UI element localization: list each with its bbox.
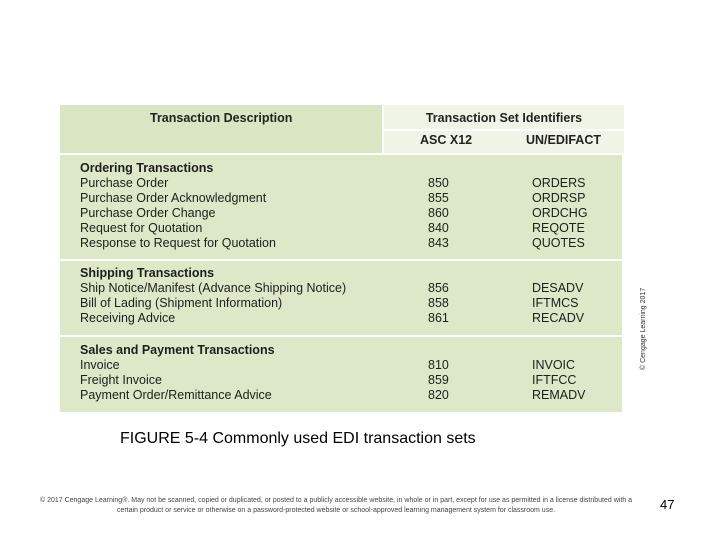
row-asc: 860 <box>428 206 449 220</box>
row-desc: Purchase Order Acknowledgment <box>80 191 267 205</box>
header-identifiers-cell <box>382 105 624 153</box>
row-desc: Freight Invoice <box>80 373 162 387</box>
header-description-cell <box>60 105 382 153</box>
row-desc: Payment Order/Remittance Advice <box>80 388 272 402</box>
row-desc: Request for Quotation <box>80 221 203 235</box>
row-desc: Ship Notice/Manifest (Advance Shipping Notice) <box>80 281 347 295</box>
row-un: IFTFCC <box>532 373 577 387</box>
row-un: ORDRSP <box>532 191 586 205</box>
side-credit: © Cengage Learning 2017 <box>640 287 647 370</box>
row-un: IFTMCS <box>532 296 579 310</box>
row-asc: 859 <box>428 373 449 387</box>
section-sales-payment <box>60 335 622 412</box>
row-asc: 840 <box>428 221 449 235</box>
copyright-footer: © 2017 Cengage Learning®. May not be scanned, copied or duplicated, or posted to a publicly accessible website, in whole or in part, except for use as permitted in a license distributed with a certain product or service or otherwise on a password-protected website or school-approved learning management system for classroom use. <box>39 497 633 514</box>
header-un-edifact: UN/EDIFACT <box>526 133 601 147</box>
row-un: DESADV <box>532 281 584 295</box>
row-desc: Purchase Order Change <box>80 206 216 220</box>
row-un: REQOTE <box>532 221 585 235</box>
row-un: ORDERS <box>532 176 586 190</box>
section-title: Sales and Payment Transactions <box>80 343 275 357</box>
row-desc: Purchase Order <box>80 176 169 190</box>
figure-caption: FIGURE 5-4 Commonly used EDI transaction sets <box>120 430 476 447</box>
section-title: Shipping Transactions <box>80 266 215 280</box>
header-description: Transaction Description <box>150 111 293 125</box>
row-un: QUOTES <box>532 236 585 250</box>
row-desc: Response to Request for Quotation <box>80 236 276 250</box>
page-number: 47 <box>660 497 675 512</box>
row-desc: Bill of Lading (Shipment Information) <box>80 296 283 310</box>
row-asc: 820 <box>428 388 449 402</box>
row-asc: 858 <box>428 296 449 310</box>
section-shipping <box>60 259 622 335</box>
header-identifiers: Transaction Set Identifiers <box>384 105 624 131</box>
edi-transaction-table <box>60 105 622 410</box>
row-asc: 856 <box>428 281 449 295</box>
row-asc: 861 <box>428 311 449 325</box>
row-asc: 843 <box>428 236 449 250</box>
header-asc-x12: ASC X12 <box>420 133 473 147</box>
row-un: INVOIC <box>532 358 576 372</box>
row-asc: 850 <box>428 176 449 190</box>
row-desc: Invoice <box>80 358 120 372</box>
row-desc: Receiving Advice <box>80 311 176 325</box>
row-asc: 810 <box>428 358 449 372</box>
row-un: RECADV <box>532 311 585 325</box>
row-un: ORDCHG <box>532 206 588 220</box>
row-un: REMADV <box>532 388 586 402</box>
section-title: Ordering Transactions <box>80 161 214 175</box>
table-header <box>60 105 622 153</box>
row-asc: 855 <box>428 191 449 205</box>
section-ordering <box>60 153 622 259</box>
